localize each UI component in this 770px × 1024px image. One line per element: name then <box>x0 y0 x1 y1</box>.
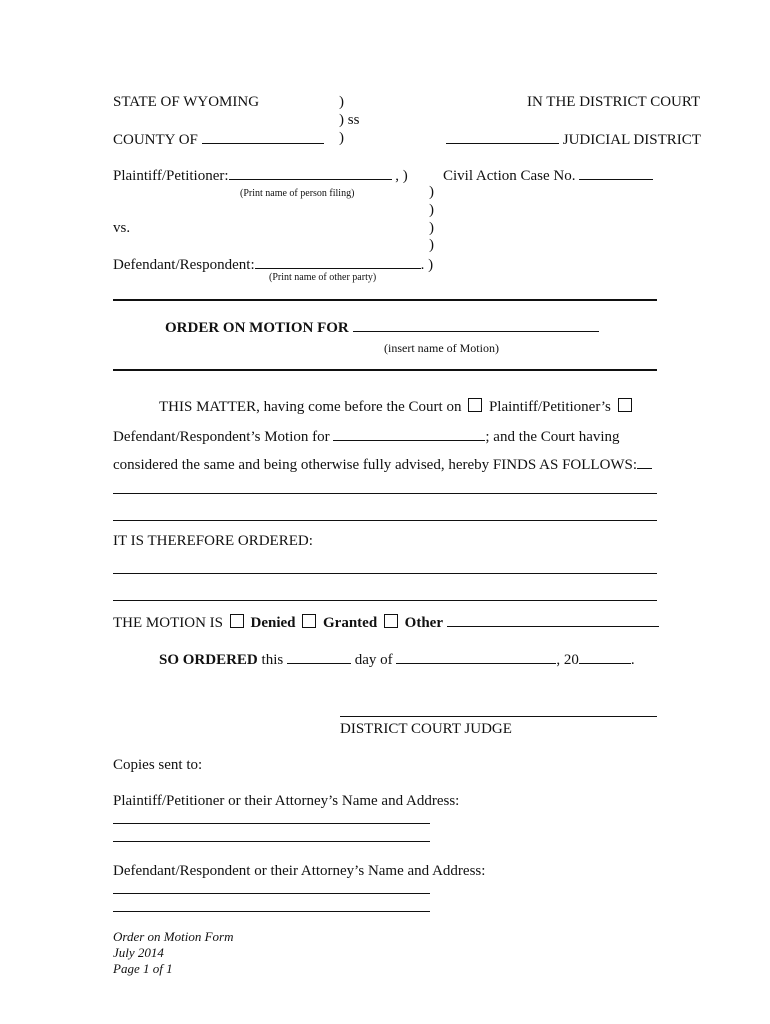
county-label: COUNTY OF <box>113 132 198 148</box>
granted-label: Granted <box>323 615 378 631</box>
finds-text: considered the same and being otherwise fully advised, hereby FINDS AS FOLLOWS: <box>113 457 638 473</box>
motion-for-field[interactable] <box>333 426 485 441</box>
plaintiff-label: Plaintiff/Petitioner: <box>113 168 229 184</box>
plaintiff-option-label: Plaintiff/Petitioner’s <box>488 399 611 415</box>
year-field[interactable] <box>579 649 631 664</box>
defendant-tail: . ) <box>420 257 434 273</box>
footer-form-name: Order on Motion Form <box>113 929 234 944</box>
matter-line <box>159 398 635 416</box>
copies-label: Copies sent to: <box>113 757 203 773</box>
plaintiff-address-line[interactable] <box>113 841 430 842</box>
motion-is-line <box>113 612 659 632</box>
other-field[interactable] <box>447 612 659 627</box>
ordered-label: IT IS THEREFORE ORDERED: <box>113 533 313 549</box>
motion-for-line <box>113 426 620 446</box>
caption-paren: ) <box>429 202 434 218</box>
order-line[interactable] <box>113 600 657 601</box>
defendant-address-line[interactable] <box>113 911 430 912</box>
plaintiff-tail: , ) <box>395 168 408 184</box>
copies-plaintiff-label: Plaintiff/Petitioner or their Attorney’s Name and Address: <box>113 793 460 809</box>
caption-paren: ) <box>339 94 344 110</box>
court-having-text: ; and the Court having <box>485 429 620 445</box>
divider <box>113 299 657 301</box>
defendant-name-field[interactable] <box>255 254 421 269</box>
ss-label: ) ss <box>339 112 360 128</box>
case-line <box>443 165 653 185</box>
judge-signature-line[interactable] <box>340 716 657 717</box>
motion-for-text: Defendant/Respondent’s Motion for <box>113 429 330 445</box>
day-field[interactable] <box>287 649 351 664</box>
granted-checkbox[interactable] <box>302 614 316 628</box>
vs-label: vs. <box>113 220 131 236</box>
so-ordered-label: SO ORDERED <box>159 652 258 668</box>
findings-field[interactable] <box>637 454 652 469</box>
county-field[interactable] <box>202 129 324 144</box>
plaintiff-address-line[interactable] <box>113 823 430 824</box>
order-line[interactable] <box>113 573 657 574</box>
district-field[interactable] <box>446 129 559 144</box>
footer-page: Page 1 of 1 <box>113 961 173 976</box>
motion-name-hint: (insert name of Motion) <box>384 341 499 355</box>
print-filer-hint: (Print name of person filing) <box>240 188 355 199</box>
finds-line <box>113 454 652 474</box>
caption-paren: ) <box>429 184 434 200</box>
district-line <box>446 129 701 149</box>
court-label: IN THE DISTRICT COURT <box>527 94 701 110</box>
plaintiff-checkbox[interactable] <box>468 398 482 412</box>
caption-paren: ) <box>429 237 434 253</box>
copies-defendant-label: Defendant/Respondent or their Attorney’s Name and Address: <box>113 863 486 879</box>
defendant-line <box>113 254 433 274</box>
period: . <box>630 652 635 668</box>
case-label: Civil Action Case No. <box>443 168 576 184</box>
month-field[interactable] <box>396 649 556 664</box>
caption-paren: ) <box>429 220 434 236</box>
plaintiff-name-field[interactable] <box>229 165 392 180</box>
order-title-label: ORDER ON MOTION FOR <box>165 320 349 336</box>
district-label: JUDICIAL DISTRICT <box>562 132 701 148</box>
findings-line[interactable] <box>113 520 657 521</box>
denied-label: Denied <box>250 615 296 631</box>
divider <box>113 369 657 371</box>
state-label: STATE OF WYOMING <box>113 94 260 110</box>
defendant-checkbox[interactable] <box>618 398 632 412</box>
footer-date: July 2014 <box>113 945 164 960</box>
day-of-label: day of <box>354 652 393 668</box>
year-prefix: , 20 <box>556 652 579 668</box>
defendant-label: Defendant/Respondent: <box>113 257 255 273</box>
this-label: this <box>261 652 284 668</box>
other-checkbox[interactable] <box>384 614 398 628</box>
plaintiff-line <box>113 165 408 185</box>
caption-paren: ) <box>339 130 344 146</box>
county-line <box>113 129 324 149</box>
matter-text: THIS MATTER, having come before the Court on <box>159 399 462 415</box>
judge-label: DISTRICT COURT JUDGE <box>340 721 512 737</box>
case-number-field[interactable] <box>579 165 653 180</box>
motion-is-label: THE MOTION IS <box>113 615 223 631</box>
other-label: Other <box>404 615 443 631</box>
print-other-hint: (Print name of other party) <box>269 272 377 283</box>
motion-name-field[interactable] <box>353 317 599 332</box>
findings-line[interactable] <box>113 493 657 494</box>
order-title <box>165 317 599 337</box>
defendant-address-line[interactable] <box>113 893 430 894</box>
so-ordered-line <box>159 649 635 669</box>
denied-checkbox[interactable] <box>230 614 244 628</box>
